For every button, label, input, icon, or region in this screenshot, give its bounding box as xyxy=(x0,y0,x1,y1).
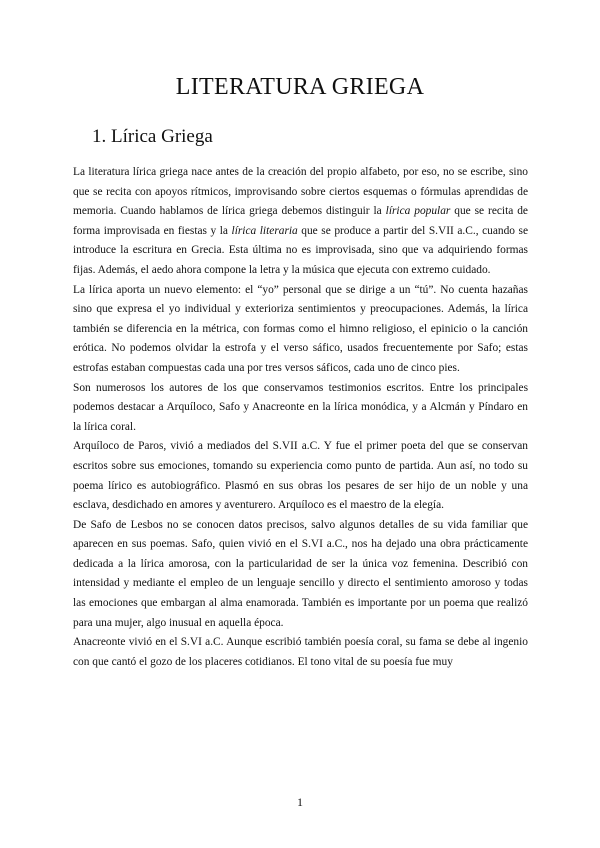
paragraph-text: que se produce a partir del S.VII a.C., cuando se introduce la escritura en Grecia. Esta última no es improvisada, sino que va adquiriendo formas fijas. Además, el aedo ahora compone la letra y la música que ejecuta con extremo cuidado. xyxy=(73,224,529,276)
paragraph: De Safo de Lesbos no se conocen datos precisos, salvo algunos detalles de su vida familiar que aparecen en sus poemas. Safo, quien vivió en el S.VI a.C., nos ha dejado una obra prácticamente dedicada a la lírica amorosa, con la particularidad de ser la única voz femenina. Describió con intensidad y mediante el empleo de un lenguaje sencillo y directo el sentimiento amoroso y todas las emociones que embargan al alma enamorada. También es importante por un poema que realizó para una mujer, algo inusual en aquella época. xyxy=(73,518,528,629)
paragraph: Arquíloco de Paros, vivió a mediados del S.VII a.C. Y fue el primer poeta del que se conservan escritos sobre sus emociones, tomando su experiencia como punto de partida. Aun así, no todo su poema lírico es autobiográfico. Plasmó en sus obras los pesares de ser hijo de un noble y una esclava, desdichado en amores y aventurero. Arquíloco es el maestro de la elegía. xyxy=(73,440,528,512)
paragraph: Son numerosos los autores de los que conservamos testimonios escritos. Entre los principales podemos destacar a Arquíloco, Safo y Anacreonte en la lírica monódica, y a Alcmán y Píndaro en la lírica coral. xyxy=(73,381,528,433)
document-title: LITERATURA GRIEGA xyxy=(175,74,425,100)
paragraph: La lírica aporta un nuevo elemento: el “yo” personal que se dirige a un “tú”. No cuenta hazañas sino que expresa el yo individual y exterioriza sentimientos y preocupaciones. Además, la lírica también se diferencia en la métrica, con formas como el himno religioso, el epinicio o la canción erótica. No podemos olvidar la estrofa y el verso sáfico, usados frecuentemente por Safo; estas estrofas estaban compuestas cada una por tres versos sáficos, cada uno de cinco pies. xyxy=(73,283,528,374)
page-number: 1 xyxy=(297,795,303,809)
paragraph: Anacreonte vivió en el S.VI a.C. Aunque escribió también poesía coral, su fama se debe al ingenio con que cantó el gozo de los placeres cotidianos. El tono vital de su poesía fue muy xyxy=(73,636,528,668)
section-heading: 1. Lírica Griega xyxy=(92,126,213,147)
document-body xyxy=(73,163,528,672)
paragraph xyxy=(73,163,528,281)
paragraph-text: La literatura lírica griega nace antes de la creación del propio alfabeto, por eso, no se escribe, sino que se recita con apoyos rítmicos, improvisando sobre ciertos esquemas o fórmulas aprendidas de memoria. Cuando hablamos de lírica griega debemos distinguir la xyxy=(73,166,528,218)
emphasis-term: lírica literaria xyxy=(231,224,298,237)
emphasis-term: lírica popular xyxy=(385,205,451,218)
paragraph-text: que se recita de forma improvisada en fiestas y la xyxy=(73,205,528,237)
